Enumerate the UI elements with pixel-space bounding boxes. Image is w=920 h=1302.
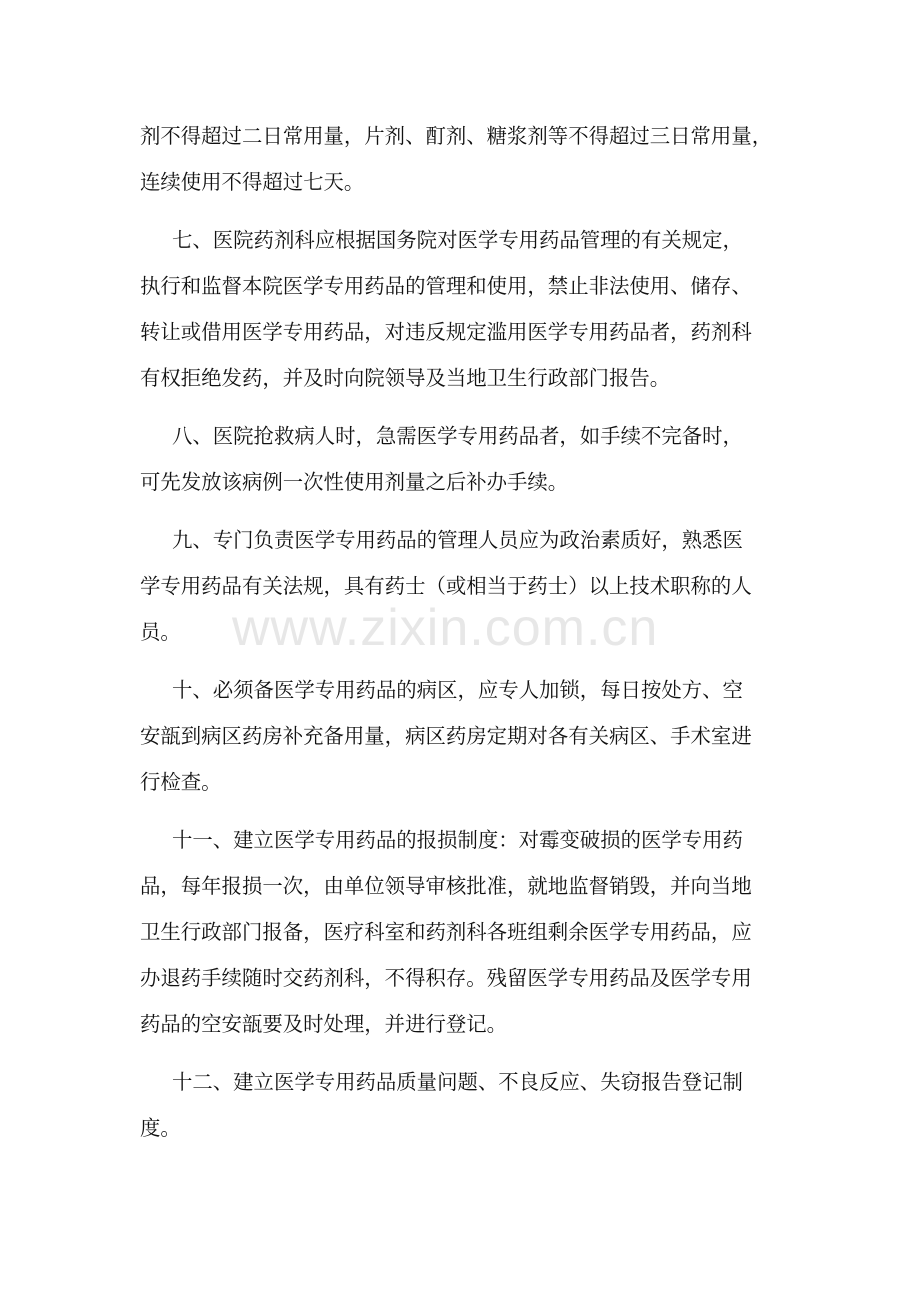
text-line: 转让或借用医学专用药品，对违反规定滥用医学专用药品者，药剂科 — [140, 320, 752, 344]
text-line: 连续使用不得超过七天。 — [140, 170, 365, 194]
paragraph-start-line: 七、医院药剂科应根据国务院对医学专用药品管理的有关规定， — [172, 228, 743, 252]
watermark: www.zixin.com.cn — [232, 599, 659, 657]
paragraph-start-line: 十、必须备医学专用药品的病区，应专人加锁，每日按处方、空 — [172, 678, 743, 702]
text-line: 行检查。 — [140, 770, 222, 794]
text-line: 执行和监督本院医学专用药品的管理和使用，禁止非法使用、储存、 — [140, 274, 752, 298]
paragraph-start-line: 八、医院抢救病人时，急需医学专用药品者，如手续不完备时， — [172, 424, 743, 448]
text-line: 品，每年报损一次，由单位领导审核批准，就地监督销毁，并向当地 — [140, 874, 752, 898]
paragraph-start-line: 十一、建立医学专用药品的报损制度：对霉变破损的医学专用药 — [172, 828, 743, 852]
paragraph-start-line: 九、专门负责医学专用药品的管理人员应为政治素质好，熟悉医 — [172, 528, 743, 552]
text-line: 安瓿到病区药房补充备用量，病区药房定期对各有关病区、手术室进 — [140, 724, 752, 748]
text-line: 可先发放该病例一次性使用剂量之后补办手续。 — [140, 470, 569, 494]
text-line: 有权拒绝发药，并及时向院领导及当地卫生行政部门报告。 — [140, 366, 671, 390]
paragraph-start-line: 十二、建立医学专用药品质量问题、不良反应、失窃报告登记制 — [172, 1070, 743, 1094]
text-line: 剂不得超过二日常用量，片剂、酊剂、糖浆剂等不得超过三日常用量， — [140, 124, 773, 148]
text-line: 员。 — [140, 620, 181, 644]
text-line: 药品的空安瓿要及时处理，并进行登记。 — [140, 1012, 508, 1036]
text-line: 度。 — [140, 1116, 181, 1140]
text-line: 卫生行政部门报备，医疗科室和药剂科各班组剩余医学专用药品，应 — [140, 920, 752, 944]
text-line: 学专用药品有关法规，具有药士（或相当于药士）以上技术职称的人 — [140, 574, 752, 598]
text-line: 办退药手续随时交药剂科，不得积存。残留医学专用药品及医学专用 — [140, 966, 752, 990]
